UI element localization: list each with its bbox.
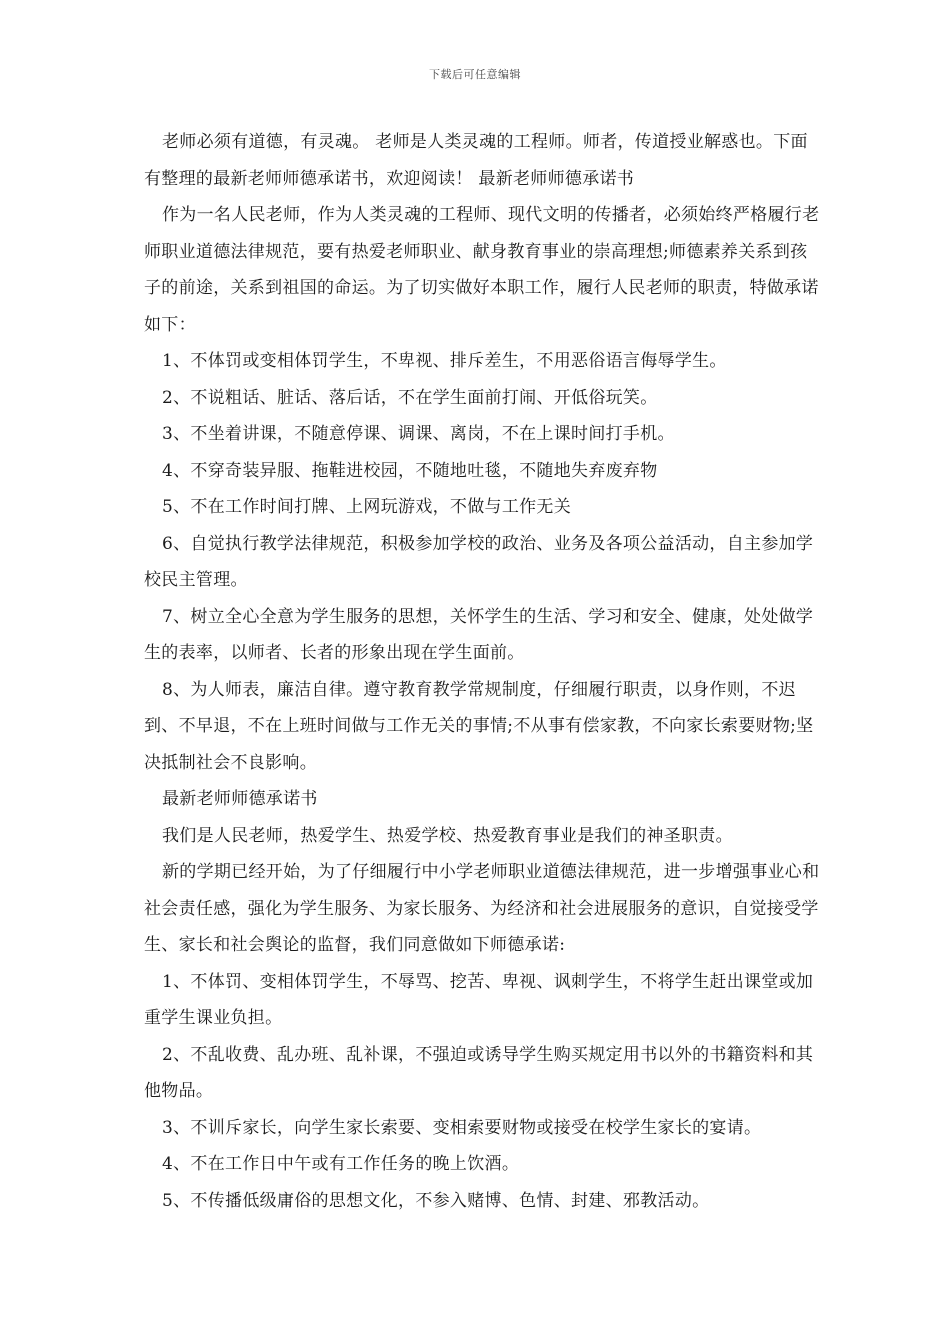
pledge-item-3: 3、不坐着讲课，不随意停课、调课、离岗，不在上课时间打手机。 [162, 424, 675, 444]
pledge-item-4: 4、不穿奇装异服、拖鞋进校园，不随地吐毯，不随地失弃废弃物 [162, 460, 658, 481]
commitment-item-5: 5、不传播低级庸俗的思想文化，不参入赌博、色情、封建、邪教活动。 [162, 1190, 710, 1211]
pledge-preamble: 作为一名人民老师，作为人类灵魂的工程师、现代文明的传播者，必须始终严格履行老师职业道德法律规范，要有热爱老师职业、献身教育事业的崇高理想;师德素养关系到孩子的前途，关系到祖国的命运。为了切实做好本职工作，履行人民老师的职责，特做承诺如下： [144, 205, 820, 335]
intro-paragraph: 老师必须有道德，有灵魂。 老师是人类灵魂的工程师。师者，传道授业解惑也。下面有整理的最新老师师德承诺书，欢迎阅读！ 最新老师师德承诺书 [144, 132, 808, 189]
pledge-item-1: 1、不体罚或变相体罚学生，不卑视、排斥差生，不用恶俗语言侮辱学生。 [162, 351, 727, 371]
commitment-item-4: 4、不在工作日中午或有工作任务的晚上饮酒。 [162, 1154, 520, 1174]
section-heading: 最新老师师德承诺书 [162, 789, 318, 809]
pledge-item-7: 7、树立全心全意为学生服务的思想，关怀学生的生活、学习和安全、健康，处处做学生的表率，以师者、长者的形象出现在学生面前。 [144, 606, 814, 663]
pledge-item-2: 2、不说粗话、脏话、落后话，不在学生面前打闹、开低俗玩笑。 [162, 387, 658, 408]
commitment-item-1: 1、不体罚、变相体罚学生，不辱骂、挖苦、卑视、讽刺学生，不将学生赶出课堂或加重学生课业负担。 [144, 971, 814, 1028]
section-intro: 我们是人民老师，热爱学生、热爱学校、热爱教育事业是我们的神圣职责。 [162, 825, 733, 846]
page-header: 下载后可任意编辑 [429, 68, 521, 81]
pledge-item-5: 5、不在工作时间打牌、上网玩游戏，不做与工作无关 [162, 497, 572, 517]
pledge-item-8: 8、为人师表，廉洁自律。遵守教育教学常规制度，仔细履行职责，以身作则，不迟到、不早退，不在上班时间做与工作无关的事情;不从事有偿家教，不向家长索要财物;坚决抵制社会不良影响。 [144, 679, 814, 773]
commitment-item-3: 3、不训斥家长，向学生家长索要、变相索要财物或接受在校学生家长的宴请。 [162, 1117, 762, 1138]
commitment-item-2: 2、不乱收费、乱办班、乱补课，不强迫或诱导学生购买规定用书以外的书籍资料和其他物品。 [144, 1044, 814, 1101]
document-body [144, 124, 824, 1219]
pledge-item-6: 6、自觉执行教学法律规范，积极参加学校的政治、业务及各项公益活动，自主参加学校民主管理。 [144, 533, 814, 590]
section-preamble: 新的学期已经开始，为了仔细履行中小学老师职业道德法律规范，进一步增强事业心和社会责任感，强化为学生服务、为家长服务、为经济和社会进展服务的意识，自觉接受学生、家长和社会舆论的监督，我们同意做如下师德承诺: [144, 862, 820, 955]
